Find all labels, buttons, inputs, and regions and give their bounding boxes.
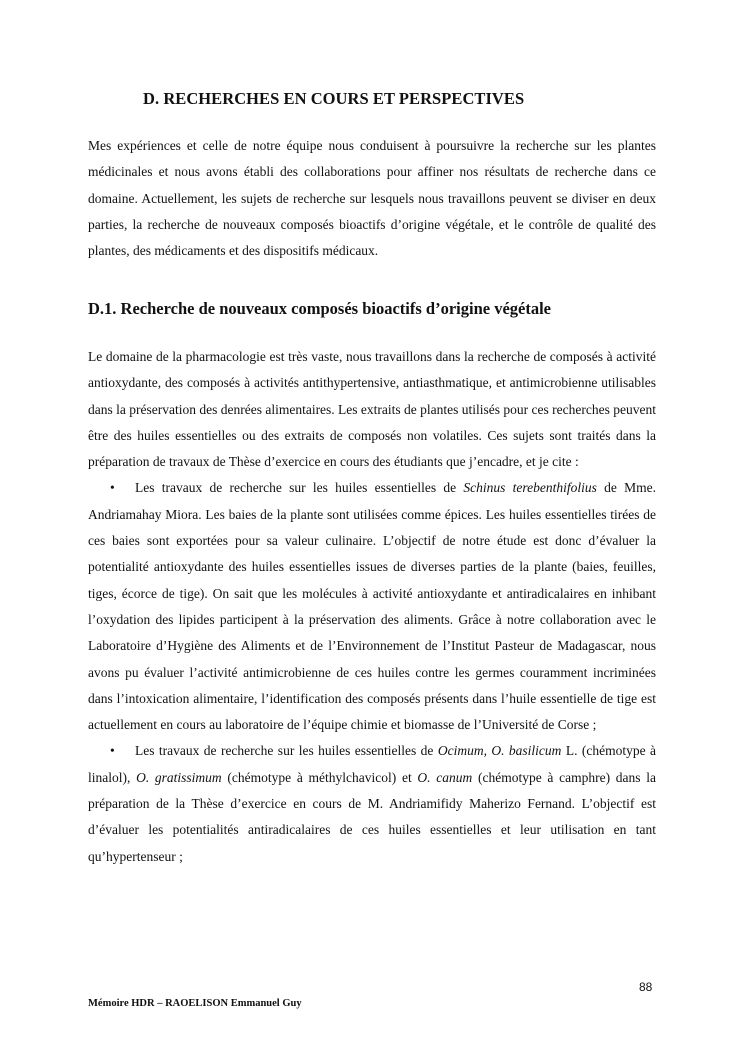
bullet-icon: • — [110, 743, 115, 759]
page-number: 88 — [639, 980, 653, 994]
bullet-text-after: (chémotype à camphre) dans la préparation de la Thèse d’exercice en cours de M. Andriamifidy Maherizo Fernand. L’objectif est d’évaluer les potentialités antiradicalaires de ces huiles essentielles et leur utilisation en tant qu’hypertenseur ; — [88, 769, 656, 864]
footer-text: Mémoire HDR – RAOELISON Emmanuel Guy — [88, 998, 302, 1009]
bullet-text-mid: L. (chémotype à linalol), — [88, 743, 656, 785]
species-name: O. gratissimum — [136, 769, 222, 785]
species-name: Schinus terebenthifolius — [463, 480, 597, 496]
section-title: D. RECHERCHES EN COURS ET PERSPECTIVES — [143, 89, 525, 108]
bullet-text-mid: (chémotype à méthylchavicol) et — [221, 769, 418, 785]
species-name: Ocimum, O. basilicum — [437, 743, 562, 759]
intro-paragraph: Mes expériences et celle de notre équipe nous conduisent à poursuivre la recherche sur les plantes médicinales et nous avons établi des collaborations pour affiner nos résultats de recherche dans ce domaine. Actuellement, les sujets de recherche sur lesquels nous travaillons peuvent se diviser en deux parties, la recherche de nouveaux composés bioactifs d’origine végétale, et le contrôle de qualité des plantes, des médicaments et des dispositifs médicaux. — [88, 138, 656, 259]
subsection-title: D.1. Recherche de nouveaux composés bioactifs d’origine végétale — [88, 299, 552, 318]
bullet-item-ocimum — [88, 738, 656, 869]
bullet-icon: • — [110, 480, 115, 496]
bullet-item-schinus — [88, 475, 656, 738]
species-name: O. canum — [417, 769, 473, 785]
bullet-text-before: Les travaux de recherche sur les huiles essentielles de — [135, 743, 438, 759]
domain-paragraph: Le domaine de la pharmacologie est très vaste, nous travaillons dans la recherche de composés à activité antioxydante, des composés à activités antithypertensive, antiasthmatique, et antimicrobienne utilisables dans la préservation des denrées alimentaires. Les extraits de plantes utilisés pour ces recherches peuvent être des huiles essentielles ou des extraits de composés non volatiles. Ces sujets sont traités dans la préparation de travaux de Thèse d’exercice en cours des étudiants que j’encadre, et je cite : — [88, 349, 656, 470]
bullet-text-after: de Mme. Andriamahay Miora. Les baies de la plante sont utilisées comme épices. Les huiles essentielles tirées de ces baies sont exportées pour sa valeur culinaire. L’objectif de notre étude est donc d’évaluer la potentialité antioxydante des huiles essentielles issues de diverses parties de la plante (baies, feuilles, tiges, écorce de tige). On sait que les molécules à activité antioxydante et antiradicalaires en inhibant l’oxydation des lipides participent à la préservation des aliments. Grâce à notre collaboration avec le Laboratoire d’Hygiène des Aliments et de l’Environnement de l’Institut Pasteur de Madagascar, nous avons pu évaluer l’activité antimicrobienne de ces huiles contre les germes couramment incriminées dans l’intoxication alimentaire, l’identification des composés présents dans l’huile essentielle de tige est actuellement en cours au laboratoire de l’équipe chimie et biomasse de l’Université de Corse ; — [88, 480, 656, 733]
bullet-text-before: Les travaux de recherche sur les huiles essentielles de — [135, 480, 464, 496]
body-text — [88, 344, 656, 870]
